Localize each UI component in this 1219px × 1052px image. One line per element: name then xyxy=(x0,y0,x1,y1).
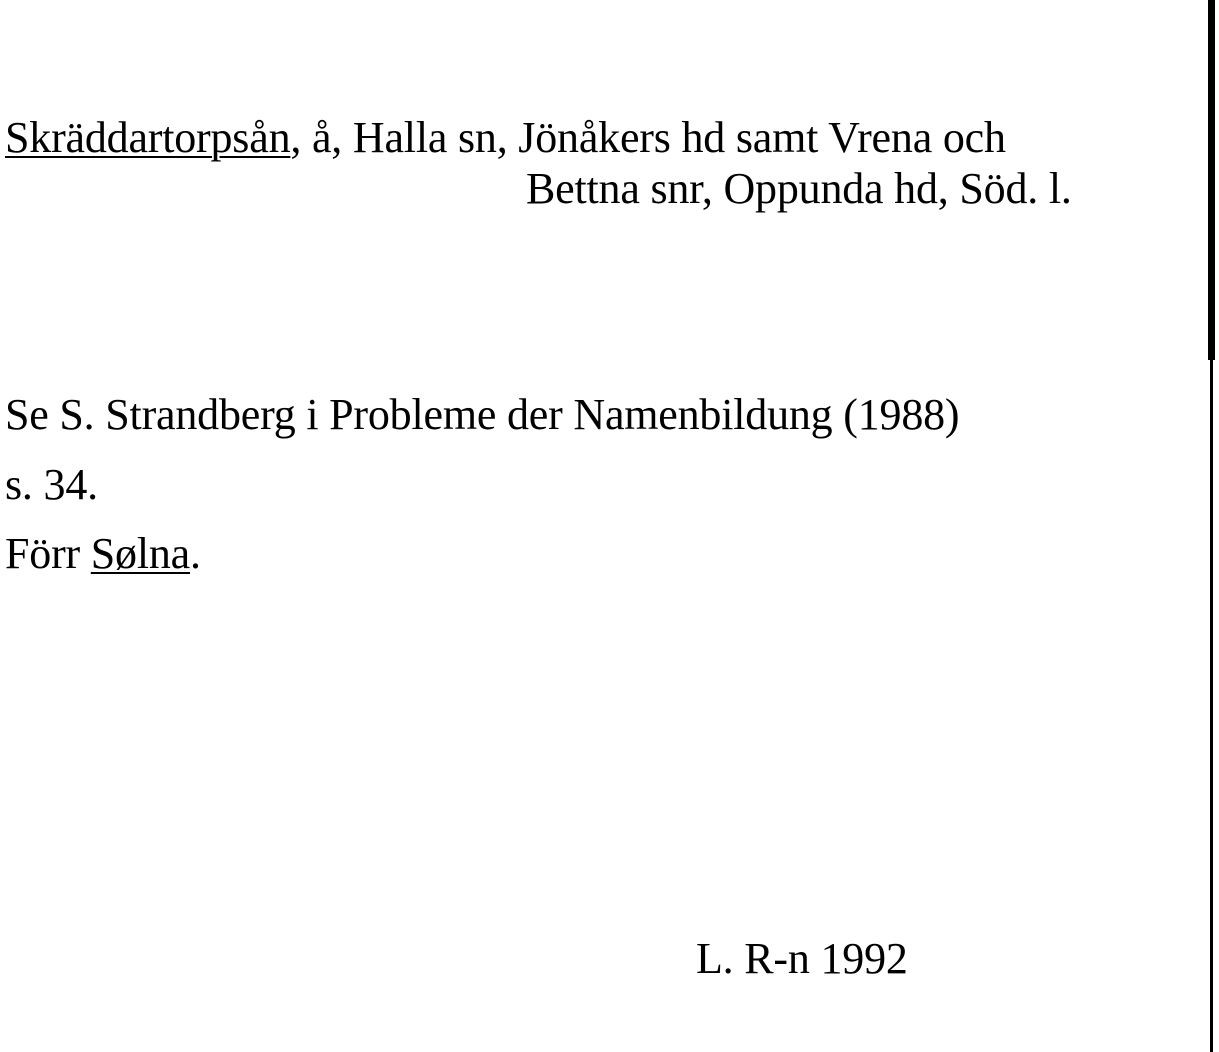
card-edge-thick xyxy=(1208,0,1215,360)
place-description: , å, Halla sn, Jönåkers hd samt Vrena och xyxy=(290,113,1006,162)
former-prefix: Förr xyxy=(5,529,91,578)
reference-line-1: Se S. Strandberg i Probleme der Namenbildung (1988) xyxy=(5,390,960,439)
former-name-line xyxy=(5,529,201,578)
heading-line-1 xyxy=(5,113,1006,162)
former-suffix: . xyxy=(190,529,201,578)
heading-line-2: Bettna snr, Oppunda hd, Söd. l. xyxy=(526,164,1072,213)
card-edge-thin xyxy=(1210,360,1213,1052)
signature: L. R-n 1992 xyxy=(696,934,908,983)
reference-line-2: s. 34. xyxy=(5,460,98,509)
former-name: Sølna xyxy=(90,529,191,578)
place-name: Skräddartorpsån xyxy=(5,113,291,162)
